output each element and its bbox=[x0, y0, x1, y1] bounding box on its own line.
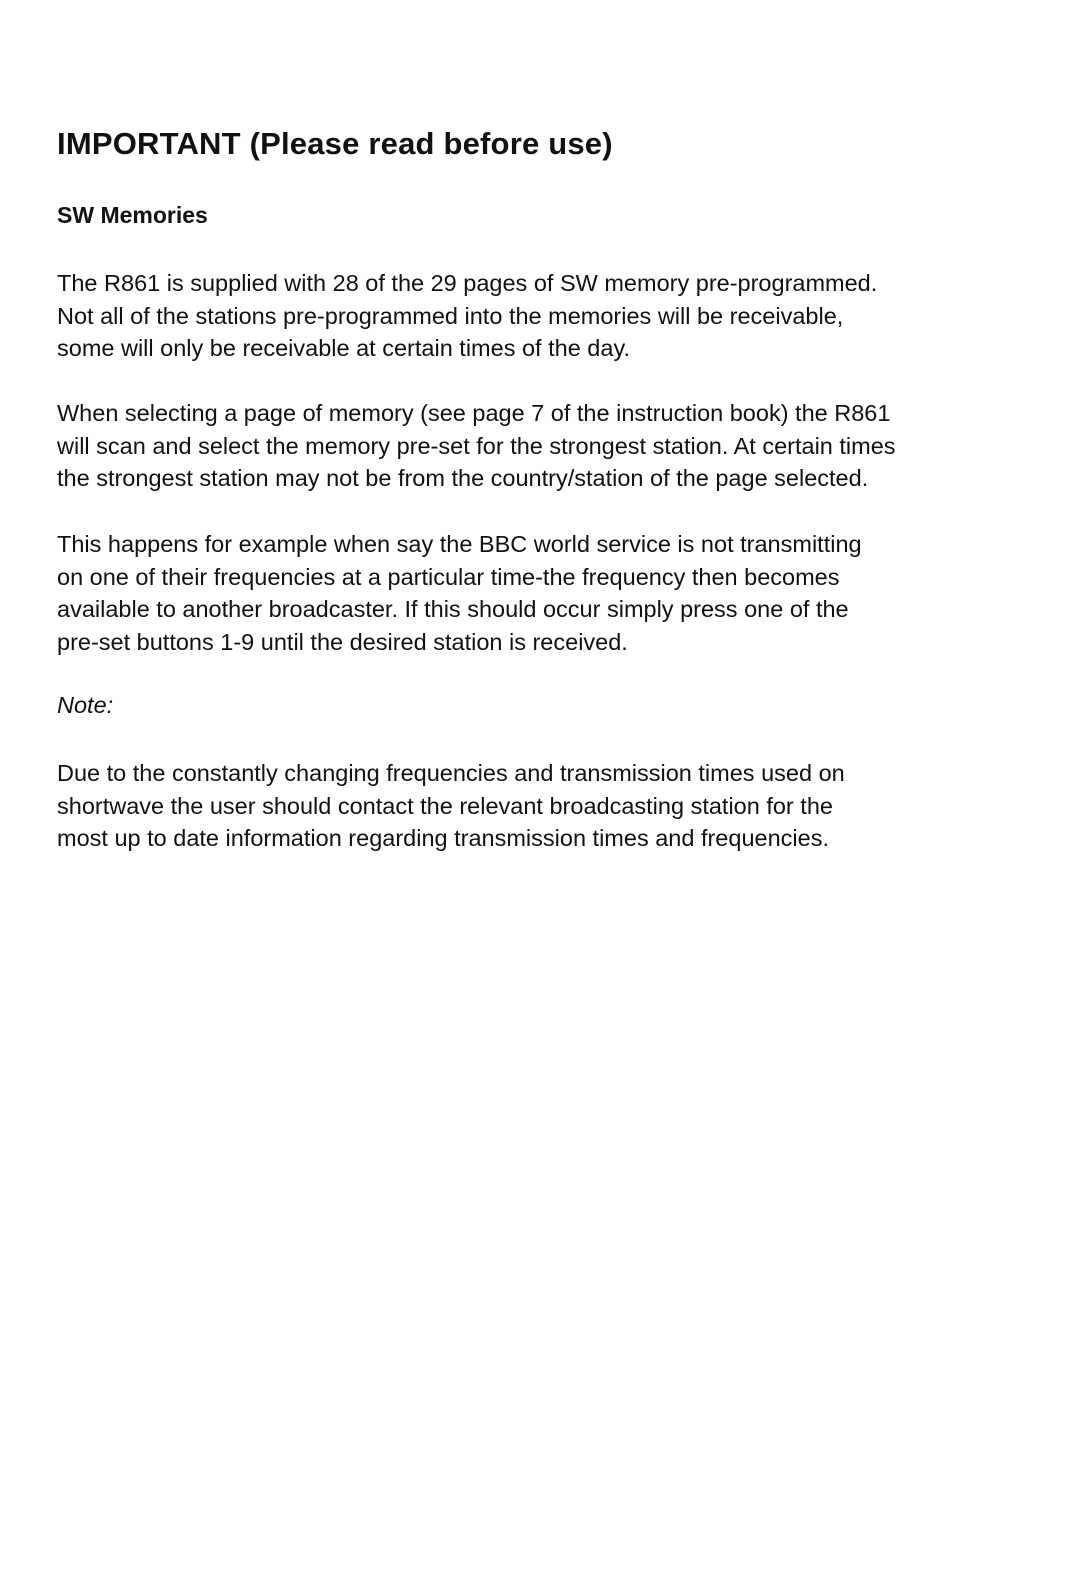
paragraph-note bbox=[57, 757, 845, 855]
text-line: pre-set buttons 1-9 until the desired station is received. bbox=[57, 629, 628, 656]
text-line: available to another broadcaster. If this should occur simply press one of the bbox=[57, 596, 849, 623]
text-line: This happens for example when say the BBC world service is not transmitting bbox=[57, 531, 862, 557]
paragraph-intro bbox=[57, 267, 877, 365]
paragraph-page-selection bbox=[57, 397, 896, 495]
text-line: the strongest station may not be from the country/station of the page selected. bbox=[57, 465, 869, 492]
note-label: Note: bbox=[57, 692, 114, 718]
text-line: The R861 is supplied with 28 of the 29 pages of SW memory pre-programmed. bbox=[57, 270, 878, 296]
section-heading: SW Memories bbox=[57, 202, 208, 228]
paragraph-example bbox=[57, 528, 862, 659]
text-line: shortwave the user should contact the relevant broadcasting station for the bbox=[57, 792, 833, 819]
text-line: Due to the constantly changing frequencies and transmission times used on bbox=[57, 760, 845, 786]
text-line: will scan and select the memory pre-set for the strongest station. At certain times bbox=[57, 432, 896, 459]
page-title: IMPORTANT (Please read before use) bbox=[57, 126, 613, 161]
text-line: When selecting a page of memory (see page 7 of the instruction book) the R861 bbox=[57, 400, 891, 426]
text-line: on one of their frequencies at a particular time-the frequency then becomes bbox=[57, 563, 840, 590]
text-line: some will only be receivable at certain times of the day. bbox=[57, 335, 630, 362]
text-line: Not all of the stations pre-programmed into the memories will be receivable, bbox=[57, 302, 844, 329]
text-line: most up to date information regarding transmission times and frequencies. bbox=[57, 825, 829, 852]
